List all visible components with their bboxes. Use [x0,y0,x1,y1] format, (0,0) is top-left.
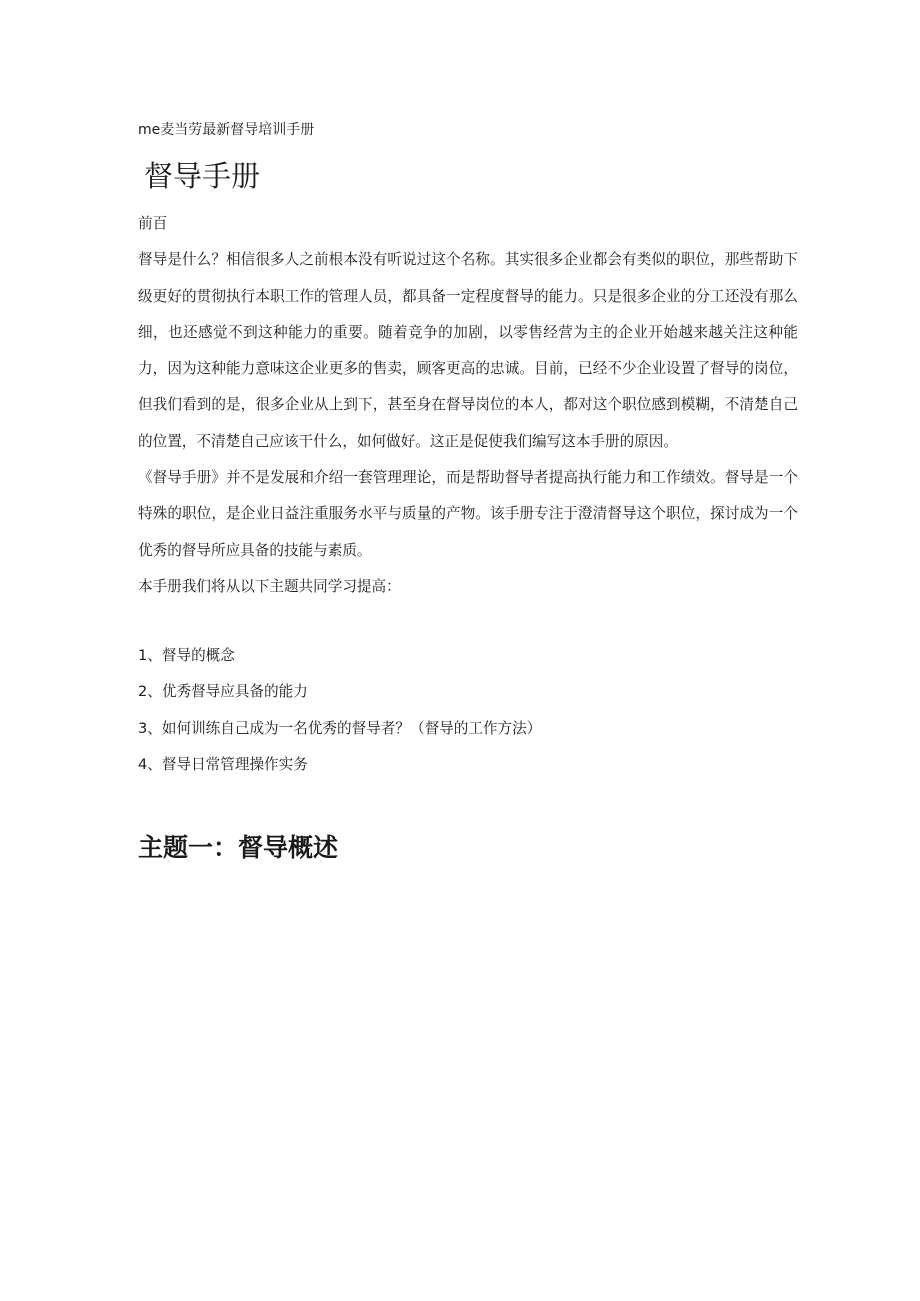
topic-list [138,638,541,783]
paragraph-intro: 督导是什么？相信很多人之前根本没有听说过这个名称。其实很多企业都会有类似的职位，那些帮助下级更好的贯彻执行本职工作的管理人员，都具备一定程度督导的能力。只是很多企业的分工还没有那么细，也还感觉不到这种能力的重要。随着竞争的加剧，以零售经营为主的企业开始越来越关注这种能力，因为这种能力意味这企业更多的售卖，顾客更高的忠诚。目前，已经不少企业设置了督导的岗位，但我们看到的是，很多企业从上到下，甚至身在督导岗位的本人，都对这个职位感到模糊，不清楚自己的位置，不清楚自己应该干什么，如何做好。这正是促使我们编写这本手册的原因。 [138,251,798,450]
topic-item: 4、督导日常管理操作实务 [138,755,308,773]
paragraph-handbook-purpose: 《督导手册》并不是发展和介绍一套管理理论，而是帮助督导者提高执行能力和工作绩效。督导是一个特殊的职位，是企业日益注重服务水平与质量的产物。该手册专注于澄清督导这个职位，探讨成为一个优秀的督导所应具备的技能与素质。 [138,469,798,559]
topic-item: 1、督导的概念 [138,647,235,664]
document-body [138,206,798,605]
topic-item: 3、如何训练自己成为一名优秀的督导者？（督导的工作方法） [138,719,542,737]
document-header: me麦当劳最新督导培训手册 [138,122,315,138]
paragraph-topics-intro: 本手册我们将从以下主题共同学习提高： [138,577,401,595]
document-title: 督导手册 [144,159,261,193]
preface-label: 前百 [138,215,168,232]
topic-item: 2、优秀督导应具备的能力 [138,683,308,701]
section-heading: 主题一：督导概述 [138,833,339,862]
